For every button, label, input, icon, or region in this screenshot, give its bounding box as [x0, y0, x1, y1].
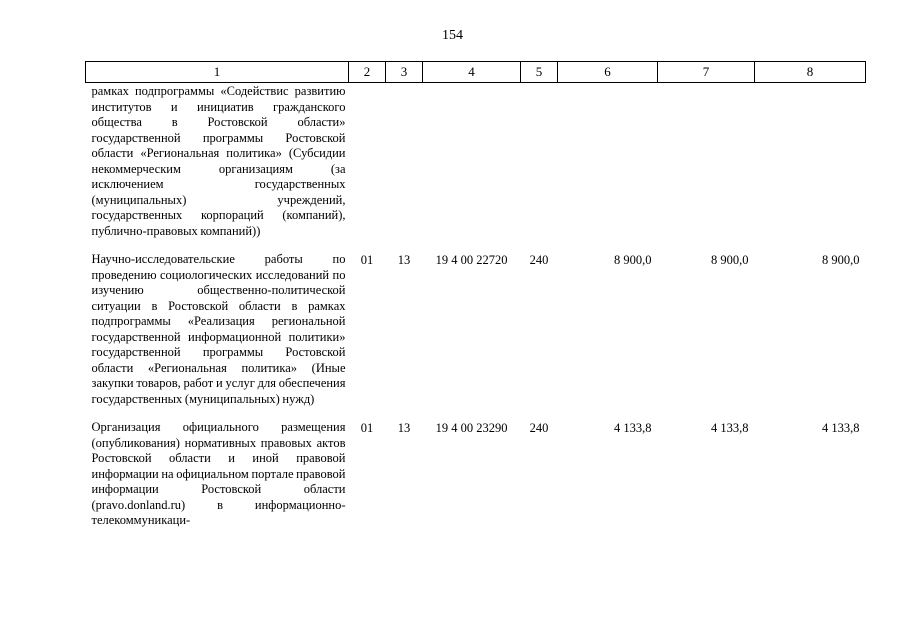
table-header-row: [86, 62, 866, 83]
header-col-4: 4: [423, 62, 521, 83]
table-row: [86, 419, 866, 529]
header-col-5: 5: [521, 62, 558, 83]
header-col-1: 1: [86, 62, 349, 83]
row-subsection: 13: [397, 253, 411, 267]
header-col-2: 2: [349, 62, 386, 83]
row-amount-year1: [558, 83, 658, 252]
row-amount-year3: 8 900,0: [822, 253, 860, 267]
header-col-7: 7: [658, 62, 755, 83]
row-section: 01: [360, 421, 374, 435]
header-col-6: 6: [558, 62, 658, 83]
table-row: [86, 251, 866, 419]
page-number: 154: [442, 28, 463, 43]
row-subsection: 13: [397, 421, 411, 435]
row-expense-type: [521, 83, 558, 252]
row-description: рамках подпрограммы «Содействис развитию институтов и инициатив гражданского общества в Ростовской области» государственной программы Ростовской области «Региональная политика» (Субсидии некоммерческим организациям (за исключением государственных (муниципальных) учреждений, государственных корпораций (компаний), публично-правовых компаний)): [91, 84, 346, 238]
row-description: Научно-исследовательские работы по проведению социологических исследований по изучению общественно-политической ситуации в Ростовской области в рамках подпрограммы «Реализация региональной государственной информационной политики» государственной программы Ростовской области «Региональная политика» (Иные закупки товаров, работ и услуг для обеспечения государственных (муниципальных) нужд): [91, 252, 346, 406]
row-amount-year2: 4 133,8: [711, 421, 749, 435]
header-col-3: 3: [386, 62, 423, 83]
row-section: 01: [360, 253, 374, 267]
row-target-article: [423, 83, 521, 252]
row-amount-year3: [755, 83, 866, 252]
row-amount-year1: 8 900,0: [614, 253, 652, 267]
row-target-article: 19 4 00 23290: [435, 421, 508, 435]
row-section: [349, 83, 386, 252]
row-amount-year2: [658, 83, 755, 252]
row-expense-type: 240: [529, 253, 549, 267]
table-row: [86, 83, 866, 252]
row-subsection: [386, 83, 423, 252]
row-amount-year1: 4 133,8: [614, 421, 652, 435]
budget-table: [85, 61, 866, 529]
row-expense-type: 240: [529, 421, 549, 435]
row-amount-year3: 4 133,8: [822, 421, 860, 435]
row-amount-year2: 8 900,0: [711, 253, 749, 267]
row-description: Организация официального размещения (опубликования) нормативных правовых актов Ростовской области и иной правовой информации на официальном портале правовой информации Ростовской области (pravo.donland.ru) в информационно-телекоммуникаци-: [91, 420, 346, 527]
row-target-article: 19 4 00 22720: [435, 253, 508, 267]
header-col-8: 8: [755, 62, 866, 83]
